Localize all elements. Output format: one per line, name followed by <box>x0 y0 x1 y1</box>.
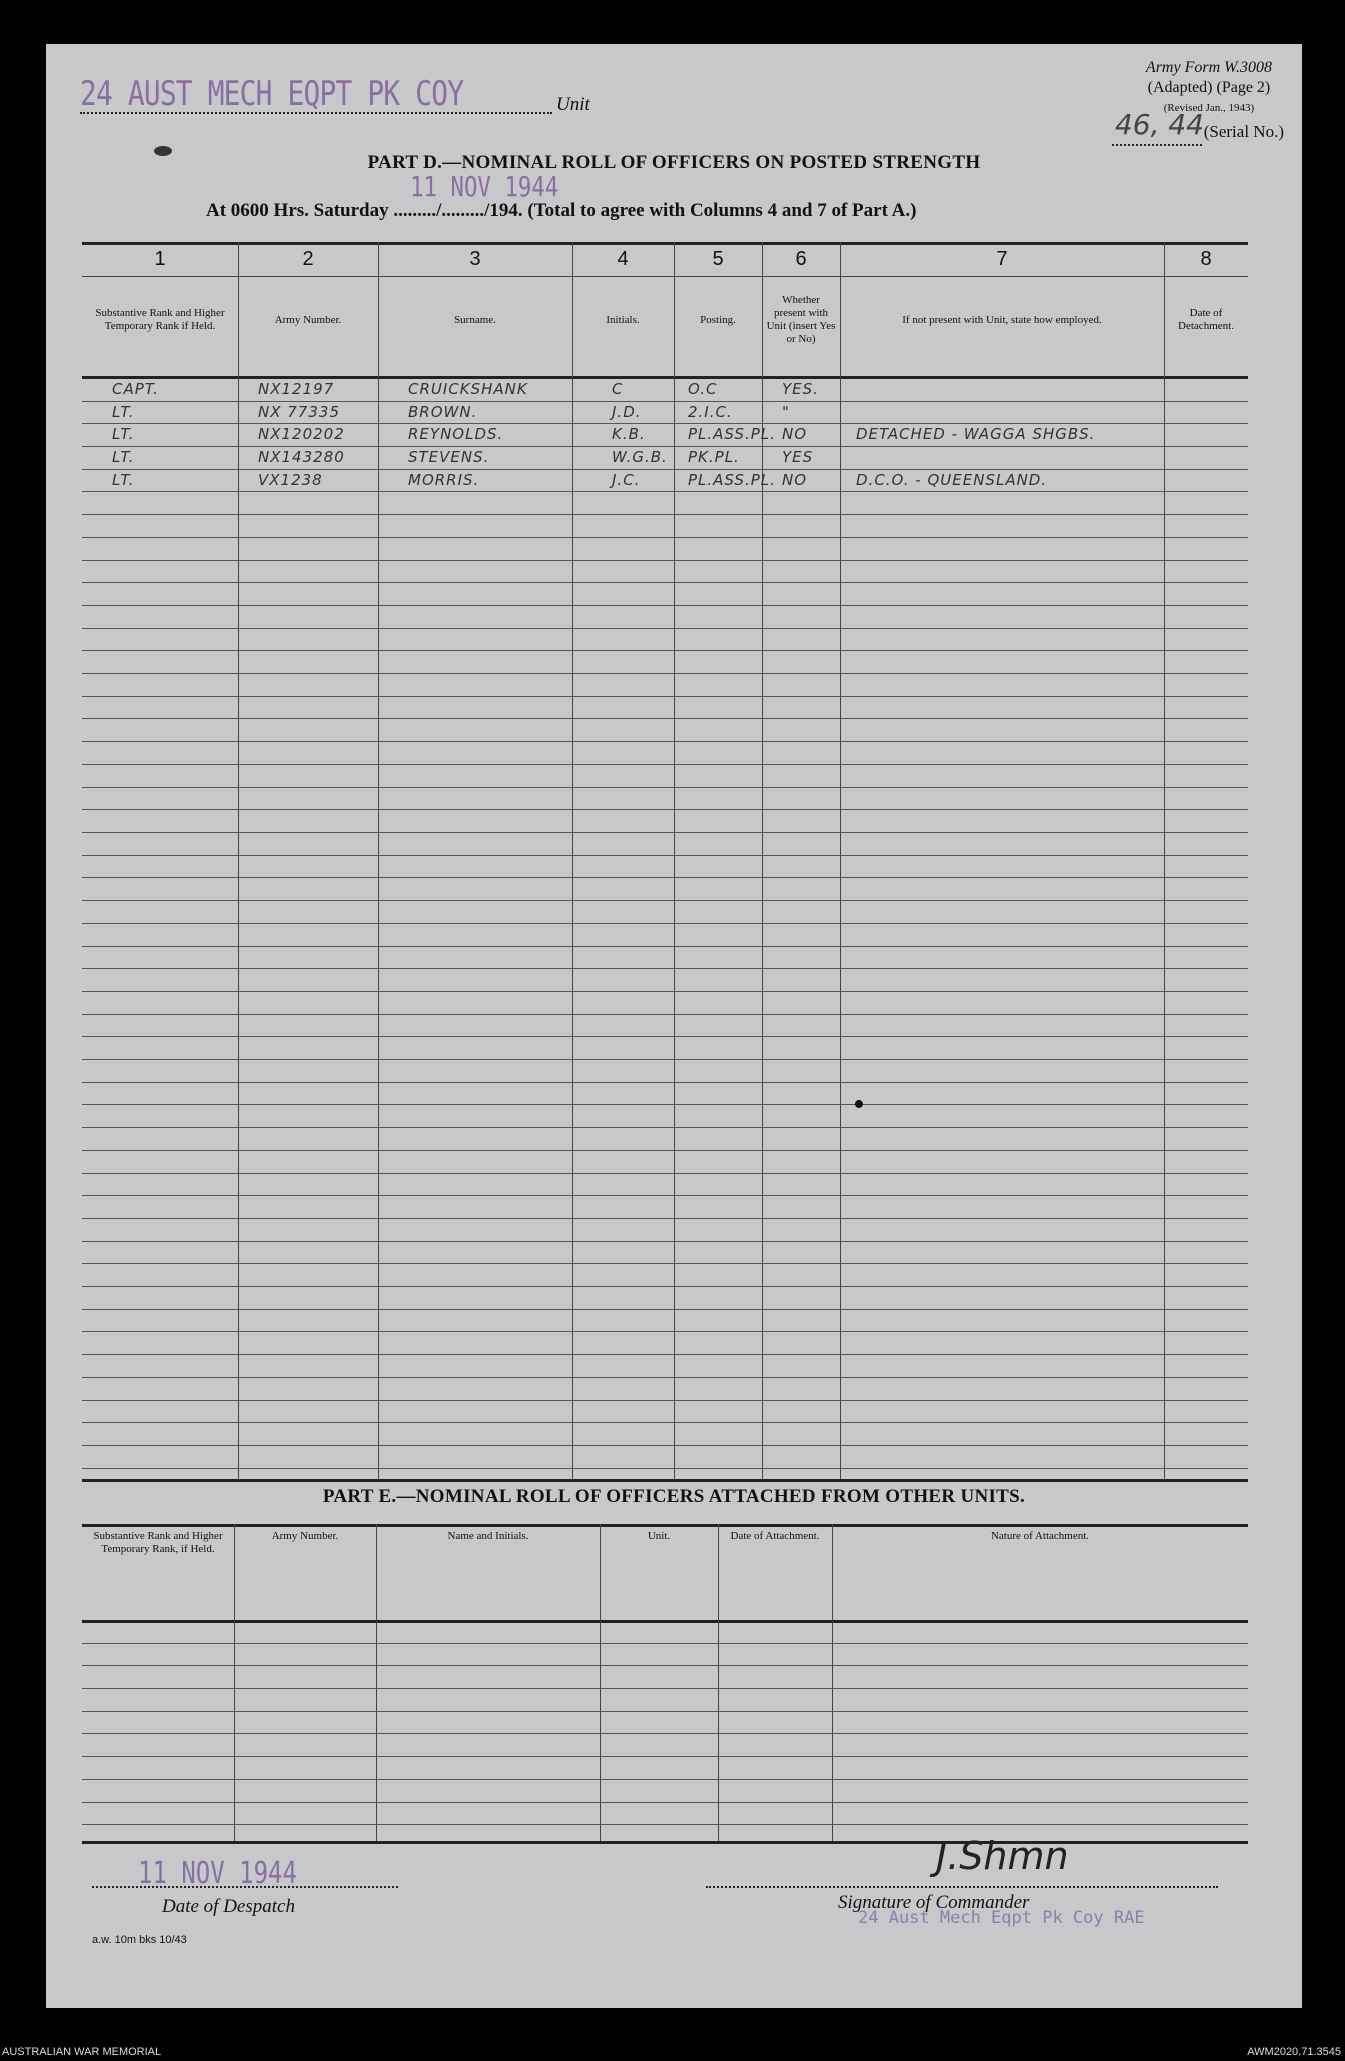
column-divider <box>238 242 239 1482</box>
ruled-line <box>82 1802 1248 1803</box>
ruled-line <box>82 1127 1248 1128</box>
ruled-line <box>82 1643 1248 1644</box>
column-number: 3 <box>469 248 481 270</box>
roll-entry: NX 77335 <box>258 403 340 421</box>
column-divider <box>718 1524 719 1844</box>
serial-number-handwritten: 46, 44 <box>1114 108 1204 141</box>
despatch-label: Date of Despatch <box>162 1896 295 1917</box>
roll-entry: VX1238 <box>258 471 323 489</box>
column-header: Unit. <box>647 1530 671 1542</box>
column-header: Posting. <box>700 313 736 326</box>
roll-entry: NX143280 <box>258 448 345 466</box>
ruled-line <box>82 855 1248 856</box>
roll-entry: YES <box>782 448 814 466</box>
ruled-line <box>82 1779 1248 1780</box>
unit-stamp: 24 AUST MECH EQPT PK COY <box>80 74 464 114</box>
column-number: 1 <box>154 248 166 270</box>
ruled-line <box>82 1218 1248 1219</box>
part-d-table <box>82 242 1248 1482</box>
part-d-title: PART D.—NOMINAL ROLL OF OFFICERS ON POSTED STRENGTH <box>367 152 981 173</box>
column-number: 7 <box>996 248 1008 270</box>
ruled-line <box>82 764 1248 765</box>
archive-id: AWM2020.71.3545 <box>1247 2046 1341 2058</box>
date-stamp: 11 NOV 1944 <box>410 170 559 203</box>
column-divider <box>600 1524 601 1844</box>
serial-label: (Serial No.) <box>1203 122 1284 141</box>
roll-entry: LT. <box>112 471 135 489</box>
roll-entry: J.D. <box>612 403 642 421</box>
roll-entry: REYNOLDS. <box>408 425 504 443</box>
ruled-line <box>82 809 1248 810</box>
ruled-line <box>82 628 1248 629</box>
ruled-line <box>82 696 1248 697</box>
ruled-line <box>82 514 1248 515</box>
column-header: Name and Initials. <box>447 1530 529 1542</box>
roll-entry: PL.ASS.PL. <box>688 471 776 489</box>
archive-credit: AUSTRALIAN WAR MEMORIAL <box>2 2046 162 2058</box>
column-divider <box>674 242 675 1482</box>
ruled-line <box>82 877 1248 878</box>
column-header: Army Number. <box>274 313 342 326</box>
ruled-line <box>82 1241 1248 1242</box>
table-top-rule <box>82 242 1248 245</box>
roll-entry: MORRIS. <box>408 471 480 489</box>
roll-entry: C <box>612 380 624 398</box>
ruled-line <box>82 401 1248 402</box>
ruled-line <box>82 900 1248 901</box>
ruled-line <box>82 1354 1248 1355</box>
ruled-line <box>82 673 1248 674</box>
ruled-line <box>82 1756 1248 1757</box>
ruled-line <box>82 650 1248 651</box>
part-e-table <box>82 1524 1248 1844</box>
roll-entry: CRUICKSHANK <box>408 380 528 398</box>
ruled-line <box>82 423 1248 424</box>
table-bottom-rule <box>82 1479 1248 1482</box>
despatch-date-stamp: 11 NOV 1944 <box>138 1856 297 1891</box>
column-header: Whether present with Unit (insert Yes or No) <box>766 294 836 345</box>
column-divider <box>1164 242 1165 1482</box>
table-top-rule <box>82 1524 1248 1527</box>
roll-entry: STEVENS. <box>408 448 490 466</box>
column-header: Initials. <box>606 313 640 326</box>
ruled-line <box>82 1059 1248 1060</box>
ruled-line <box>82 491 1248 492</box>
column-number: 4 <box>617 248 629 270</box>
form-sheet <box>46 44 1302 2008</box>
ruled-line <box>82 1331 1248 1332</box>
ruled-line <box>82 1711 1248 1712</box>
ruled-line <box>82 1173 1248 1174</box>
roll-entry: YES. <box>782 380 819 398</box>
ruled-line <box>82 718 1248 719</box>
signature-label: Signature of Commander <box>838 1892 1030 1913</box>
table-bottom-rule <box>82 1841 1248 1844</box>
form-number: Army Form W.3008 <box>1145 59 1272 76</box>
ruled-line <box>82 1422 1248 1423</box>
ruled-line <box>82 1036 1248 1037</box>
column-number: 5 <box>712 248 724 270</box>
column-header: Substantive Rank and Higher Temporary Rank if Held. <box>95 307 225 332</box>
roll-entry: LT. <box>112 448 135 466</box>
ruled-line <box>82 1150 1248 1151</box>
ruled-line <box>82 968 1248 969</box>
roll-entry: LT. <box>112 403 135 421</box>
roll-entry: PK.PL. <box>688 448 740 466</box>
ruled-line <box>82 946 1248 947</box>
ruled-line <box>82 537 1248 538</box>
roll-entry: LT. <box>112 425 135 443</box>
serial-dotted-line <box>1112 144 1202 146</box>
ruled-line <box>82 469 1248 470</box>
header-bottom-rule <box>82 376 1248 379</box>
column-header: Army Number. <box>271 1530 339 1542</box>
ruled-line <box>82 1263 1248 1264</box>
column-number: 2 <box>302 248 314 270</box>
ruled-line <box>82 923 1248 924</box>
column-divider <box>572 242 573 1482</box>
ruled-line <box>82 1824 1248 1825</box>
ruled-line <box>82 605 1248 606</box>
column-header: Substantive Rank and Higher Temporary Rank, if Held. <box>93 1530 223 1555</box>
print-code: a.w. 10m bks 10/43 <box>92 1934 187 1946</box>
column-number: 8 <box>1200 248 1212 270</box>
ruled-line <box>82 1445 1248 1446</box>
ruled-line <box>82 1309 1248 1310</box>
roll-entry: O.C <box>688 380 718 398</box>
number-row-rule <box>82 276 1248 277</box>
ruled-line <box>82 1400 1248 1401</box>
ruled-line <box>82 1104 1248 1105</box>
roll-entry: NO <box>782 471 808 489</box>
column-divider <box>234 1524 235 1844</box>
roll-entry: D.C.O. - QUEENSLAND. <box>856 471 1048 489</box>
commander-stamp: 24 Aust Mech Eqpt Pk Coy RAE <box>858 1908 1145 1928</box>
ruled-line <box>82 1665 1248 1666</box>
ruled-line <box>82 1733 1248 1734</box>
roll-entry: W.G.B. <box>612 448 668 466</box>
despatch-dotted-line <box>92 1886 398 1888</box>
unit-label: Unit <box>556 94 590 115</box>
ruled-line <box>82 560 1248 561</box>
column-divider <box>840 242 841 1482</box>
ruled-line <box>82 741 1248 742</box>
ruled-line <box>82 582 1248 583</box>
roll-entry: DETACHED - WAGGA SHGBS. <box>856 425 1096 443</box>
header-bottom-rule <box>82 1620 1248 1623</box>
part-d-subtitle: At 0600 Hrs. Saturday ........./........./194. (Total to agree with Columns 4 and 7 of Part A.) <box>206 200 917 221</box>
part-e-title: PART E.—NOMINAL ROLL OF OFFICERS ATTACHED FROM OTHER UNITS. <box>322 1486 1026 1507</box>
signature-dotted-line <box>706 1886 1218 1888</box>
roll-entry: J.C. <box>612 471 641 489</box>
form-adapted: (Adapted) (Page 2) <box>1147 79 1271 96</box>
column-number: 6 <box>795 248 807 270</box>
roll-entry: NX12197 <box>258 380 335 398</box>
column-divider <box>376 1524 377 1844</box>
roll-entry: NX120202 <box>258 425 345 443</box>
roll-entry: 2.I.C. <box>688 403 733 421</box>
ruled-line <box>82 1468 1248 1469</box>
ruled-line <box>82 1082 1248 1083</box>
roll-entry: PL.ASS.PL. <box>688 425 776 443</box>
unit-dotted-line <box>80 112 552 114</box>
column-header: Date of Detachment. <box>1178 307 1234 332</box>
roll-entry: CAPT. <box>112 380 159 398</box>
roll-entry: " <box>782 403 790 421</box>
column-divider <box>832 1524 833 1844</box>
ruled-line <box>82 787 1248 788</box>
column-header: Nature of Attachment. <box>990 1530 1090 1542</box>
roll-entry: NO <box>782 425 808 443</box>
roll-entry: K.B. <box>612 425 646 443</box>
commander-signature: J.Shmn <box>936 1834 1069 1878</box>
column-header: Surname. <box>454 313 496 326</box>
form-revised: (Revised Jan., 1943) <box>1163 102 1255 114</box>
ruled-line <box>82 1286 1248 1287</box>
ruled-line <box>82 1014 1248 1015</box>
ruled-line <box>82 446 1248 447</box>
column-header: If not present with Unit, state how employed. <box>902 313 1102 326</box>
ruled-line <box>82 991 1248 992</box>
roll-entry: BROWN. <box>408 403 478 421</box>
ruled-line <box>82 1688 1248 1689</box>
ruled-line <box>82 1377 1248 1378</box>
column-divider <box>378 242 379 1482</box>
column-header: Date of Attachment. <box>730 1530 820 1542</box>
ruled-line <box>82 1195 1248 1196</box>
ruled-line <box>82 832 1248 833</box>
ink-dot <box>855 1100 863 1108</box>
